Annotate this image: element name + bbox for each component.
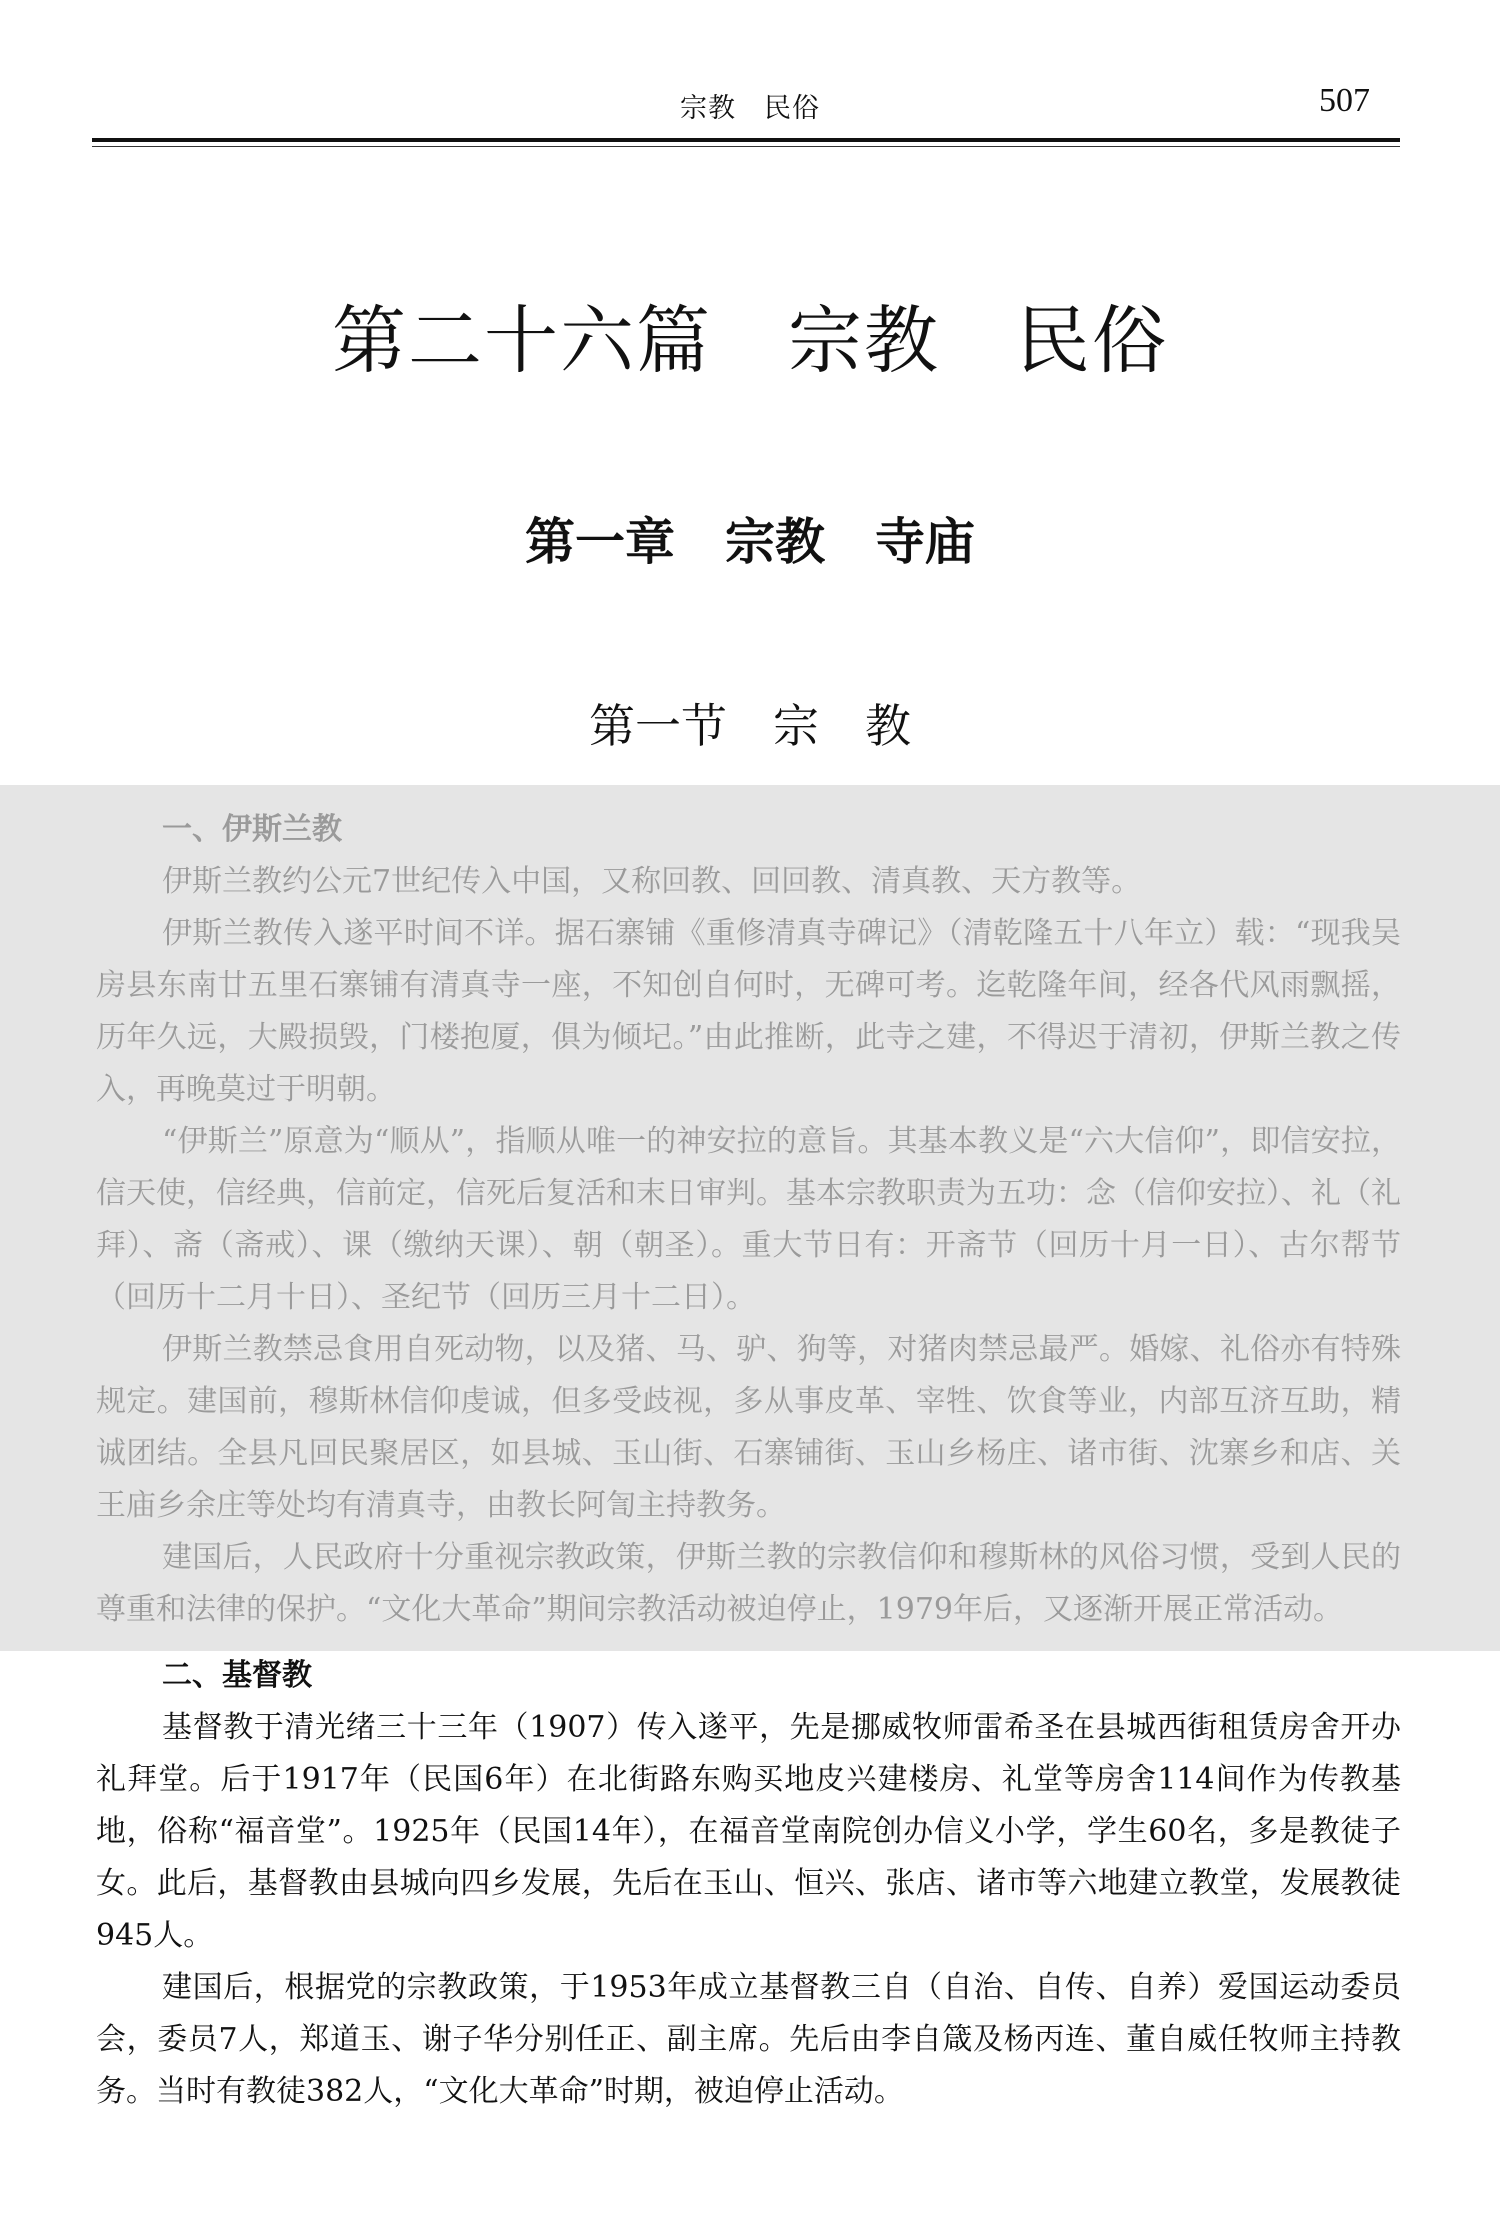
islam-section (96, 804, 1401, 1636)
christianity-paragraph: 建国后，根据党的宗教政策，于1953年成立基督教三自（自治、自传、自养）爱国运动委员会，委员7人，郑道玉、谢子华分别任正、副主席。先后由李自箴及杨丙连、董自威任牧师主持教务。当时有教徒382人，“文化大革命”时期，被迫停止活动。 (96, 1970, 1401, 2109)
section-title: 第一节 宗 教 (589, 699, 911, 753)
christianity-section (96, 1650, 1401, 2118)
islam-paragraph: 伊斯兰教禁忌食用自死动物，以及猪、马、驴、狗等，对猪肉禁忌最严。婚嫁、礼俗亦有特殊规定。建国前，穆斯林信仰虔诚，但多受歧视，多从事皮革、宰牲、饮食等业，内部互济互助，精诚团结。全县凡回民聚居区，如县城、玉山街、石寨铺街、玉山乡杨庄、诸市街、沈寨乡和店、关王庙乡余庄等处均有清真寺，由教长阿訇主持教务。 (96, 1332, 1401, 1523)
islam-paragraph: 伊斯兰教传入遂平时间不详。据石寨铺《重修清真寺碑记》（清乾隆五十八年立）载：“现我吴房县东南廿五里石寨铺有清真寺一座，不知创自何时，无碑可考。迄乾隆年间，经各代风雨飘摇，历年久远，大殿损毁，门楼抱厦，俱为倾圮。”由此推断，此寺之建，不得迟于清初，伊斯兰教之传入，再晚莫过于明朝。 (96, 916, 1401, 1107)
islam-heading: 一、伊斯兰教 (162, 812, 342, 847)
islam-paragraph: “伊斯兰”原意为“顺从”，指顺从唯一的神安拉的意旨。其基本教义是“六大信仰”，即信安拉，信天使，信经典，信前定，信死后复活和末日审判。基本宗教职责为五功：念（信仰安拉）、礼（礼拜）、斋（斋戒）、课（缴纳天课）、朝（朝圣）。重大节日有：开斋节（回历十月一日）、古尔帮节（回历十二月十日）、圣纪节（回历三月十二日）。 (96, 1124, 1401, 1315)
header-rule-thick (92, 138, 1400, 142)
islam-paragraph: 伊斯兰教约公元7世纪传入中国，又称回教、回回教、清真教、天方教等。 (162, 864, 1142, 899)
chapter-title: 第一章 宗教 寺庙 (525, 513, 975, 571)
header-rule-thin (92, 146, 1400, 147)
part-title: 第二十六篇 宗教 民俗 (332, 298, 1168, 384)
running-header (0, 82, 1500, 126)
islam-paragraph: 建国后，人民政府十分重视宗教政策，伊斯兰教的宗教信仰和穆斯林的风俗习惯，受到人民的尊重和法律的保护。“文化大革命”期间宗教活动被迫停止，1979年后，又逐渐开展正常活动。 (96, 1540, 1401, 1627)
running-title: 宗教 民俗 (680, 93, 820, 124)
christianity-heading: 二、基督教 (162, 1658, 312, 1693)
christianity-paragraph: 基督教于清光绪三十三年（1907）传入遂平，先是挪威牧师雷希圣在县城西街租赁房舍开办礼拜堂。后于1917年（民国6年）在北街路东购买地皮兴建楼房、礼堂等房舍114间作为传教基地，俗称“福音堂”。1925年（民国14年），在福音堂南院创办信义小学，学生60名，多是教徒子女。此后，基督教由县城向四乡发展，先后在玉山、恒兴、张店、诸市等六地建立教堂，发展教徒945人。 (96, 1710, 1401, 1953)
page-number: 507 (1319, 82, 1370, 119)
